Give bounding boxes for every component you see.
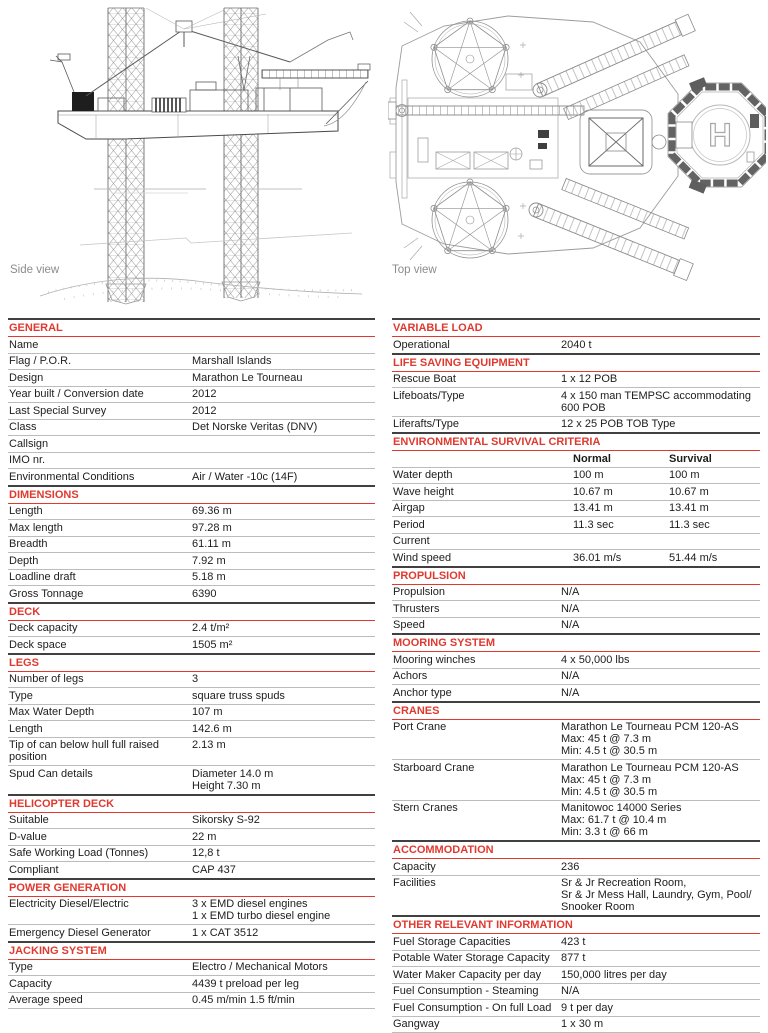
- spec-row: [8, 436, 375, 453]
- spec-row: [8, 337, 375, 354]
- row-value: Sikorsky S-92: [192, 814, 375, 826]
- lattice-leg-left: [108, 8, 144, 302]
- row-label: Wind speed: [393, 552, 573, 564]
- row-label: Thrusters: [393, 603, 561, 615]
- section-header: LIFE SAVING EQUIPMENT: [392, 353, 760, 372]
- row-value: 142.6 m: [192, 723, 375, 735]
- spec-row: [392, 801, 760, 841]
- row-label: Type: [9, 961, 192, 973]
- row-label: Speed: [393, 619, 561, 631]
- row-label: Facilities: [393, 877, 561, 913]
- spec-row: [392, 501, 760, 518]
- row-value: square truss spuds: [192, 690, 375, 702]
- row-value: 2012: [192, 405, 375, 417]
- row-value: 6390: [192, 588, 375, 600]
- spec-row: [392, 618, 760, 634]
- deck-equipment: [50, 54, 322, 112]
- row-label: Capacity: [9, 978, 192, 990]
- spec-row: [8, 537, 375, 554]
- side-view-label: Side view: [10, 264, 59, 276]
- row-label: Environmental Conditions: [9, 471, 192, 483]
- spec-row: [392, 337, 760, 353]
- row-label: Fuel Storage Capacities: [393, 936, 561, 948]
- section-header: POWER GENERATION: [8, 878, 375, 897]
- row-label: Gangway: [393, 1018, 561, 1030]
- spec-row: [8, 570, 375, 587]
- hull-side: [58, 111, 338, 139]
- section-header: JACKING SYSTEM: [8, 941, 375, 960]
- row-value: N/A: [561, 687, 760, 699]
- row-value: 13.41 m: [669, 502, 765, 514]
- row-value: Manitowoc 14000 Series Max: 61.7 t @ 10.4 m Min: 3.3 t @ 66 m: [561, 802, 760, 838]
- row-value: 10.67 m: [573, 486, 669, 498]
- row-label: Electricity Diesel/Electric: [9, 898, 192, 922]
- seabed: [40, 278, 362, 299]
- spec-row: [8, 520, 375, 537]
- spec-row: [392, 601, 760, 618]
- spec-row: [392, 468, 760, 485]
- spec-row: [8, 469, 375, 485]
- row-value: 3 x EMD diesel engines 1 x EMD turbo diesel engine: [192, 898, 375, 922]
- spec-row: [392, 760, 760, 801]
- spec-row: [8, 705, 375, 722]
- row-label: Wave height: [393, 486, 573, 498]
- row-value: 4439 t preload per leg: [192, 978, 375, 990]
- side-view-drawing: [28, 2, 373, 310]
- spec-row: [392, 669, 760, 686]
- row-label: Capacity: [393, 861, 561, 873]
- spec-row: [392, 388, 760, 417]
- section-header: ACCOMMODATION: [392, 840, 760, 859]
- row-value: [192, 454, 375, 466]
- row-value: Electro / Mechanical Motors: [192, 961, 375, 973]
- row-value: 2012: [192, 388, 375, 400]
- row-value: 1 x CAT 3512: [192, 927, 375, 939]
- row-label: Compliant: [9, 864, 192, 876]
- spec-row: [8, 976, 375, 993]
- spec-row: [8, 553, 375, 570]
- row-label: Max length: [9, 522, 192, 534]
- row-label: [393, 453, 573, 465]
- row-label: Flag / P.O.R.: [9, 355, 192, 367]
- row-label: Length: [9, 723, 192, 735]
- row-value: N/A: [561, 619, 760, 631]
- spec-row: [8, 766, 375, 794]
- row-value: 97.28 m: [192, 522, 375, 534]
- spec-row: [392, 417, 760, 433]
- row-label: Water Maker Capacity per day: [393, 969, 561, 981]
- row-label: Fuel Consumption - On full Load: [393, 1002, 561, 1014]
- row-value: 1 x 12 POB: [561, 373, 760, 385]
- top-view-drawing: [388, 2, 766, 302]
- row-value: 12 x 25 POB TOB Type: [561, 418, 760, 430]
- section-header: LEGS: [8, 653, 375, 672]
- row-label: Propulsion: [393, 586, 561, 598]
- spec-row: [8, 672, 375, 689]
- row-value: 2.13 m: [192, 739, 375, 763]
- section-header: PROPULSION: [392, 566, 760, 585]
- spec-row: [8, 586, 375, 602]
- row-value: 2.4 t/m²: [192, 622, 375, 634]
- spec-table-left: [8, 318, 375, 1009]
- row-value: 12,8 t: [192, 847, 375, 859]
- row-value: [669, 535, 765, 547]
- row-label: Name: [9, 339, 192, 351]
- row-value: 10.67 m: [669, 486, 765, 498]
- spec-row: [392, 967, 760, 984]
- row-label: Deck capacity: [9, 622, 192, 634]
- row-label: Year built / Conversion date: [9, 388, 192, 400]
- row-label: Airgap: [393, 502, 573, 514]
- row-value: Marshall Islands: [192, 355, 375, 367]
- row-label: Emergency Diesel Generator: [9, 927, 192, 939]
- spec-row: [392, 934, 760, 951]
- row-label: Callsign: [9, 438, 192, 450]
- spec-row: [392, 876, 760, 916]
- section-header: OTHER RELEVANT INFORMATION: [392, 915, 760, 934]
- row-value: Sr & Jr Recreation Room, Sr & Jr Mess Hall, Laundry, Gym, Pool/ Snooker Room: [561, 877, 760, 913]
- row-value: 69.36 m: [192, 505, 375, 517]
- row-label: Depth: [9, 555, 192, 567]
- spec-row: [392, 585, 760, 602]
- row-value: 51.44 m/s: [669, 552, 765, 564]
- row-value: 100 m: [573, 469, 669, 481]
- spec-table-right: [392, 318, 760, 1033]
- spec-row: [8, 420, 375, 437]
- row-label: Last Special Survey: [9, 405, 192, 417]
- row-label: Max Water Depth: [9, 706, 192, 718]
- row-value: N/A: [561, 603, 760, 615]
- spec-row: [8, 925, 375, 941]
- spec-row: [392, 372, 760, 389]
- row-value: 11.3 sec: [573, 519, 669, 531]
- spec-row: [392, 550, 760, 566]
- row-value: N/A: [561, 670, 760, 682]
- row-value: [573, 535, 669, 547]
- row-label: Potable Water Storage Capacity: [393, 952, 561, 964]
- row-label: Rescue Boat: [393, 373, 561, 385]
- row-label: Number of legs: [9, 673, 192, 685]
- row-value: 107 m: [192, 706, 375, 718]
- row-label: Loadline draft: [9, 571, 192, 583]
- spec-row: [392, 984, 760, 1001]
- row-label: Deck space: [9, 639, 192, 651]
- spec-row: [8, 387, 375, 404]
- row-label: Mooring winches: [393, 654, 561, 666]
- spec-row: [8, 453, 375, 470]
- section-header: GENERAL: [8, 318, 375, 337]
- spec-row: [392, 720, 760, 761]
- row-value: 4 x 150 man TEMPSC accommodating 600 POB: [561, 390, 760, 414]
- spec-row: [8, 721, 375, 738]
- row-label: Anchor type: [393, 687, 561, 699]
- row-label: Gross Tonnage: [9, 588, 192, 600]
- row-label: Current: [393, 535, 573, 547]
- spec-row: [8, 960, 375, 977]
- row-value: 1505 m²: [192, 639, 375, 651]
- spec-row: [392, 859, 760, 876]
- row-value: 11.3 sec: [669, 519, 765, 531]
- row-value: 1 x 30 m: [561, 1018, 760, 1030]
- spec-row: [8, 688, 375, 705]
- row-value: Det Norske Veritas (DNV): [192, 421, 375, 433]
- section-header: VARIABLE LOAD: [392, 318, 760, 337]
- row-label: Port Crane: [393, 721, 561, 757]
- spec-row: [392, 1000, 760, 1017]
- row-value: Normal: [573, 453, 669, 465]
- row-value: 150,000 litres per day: [561, 969, 760, 981]
- row-value: 877 t: [561, 952, 760, 964]
- row-value: [192, 339, 375, 351]
- row-value: Marathon Le Tourneau PCM 120-AS Max: 45 t @ 7.3 m Min: 4.5 t @ 30.5 m: [561, 762, 760, 798]
- row-value: 36.01 m/s: [573, 552, 669, 564]
- section-header: DECK: [8, 602, 375, 621]
- spec-row: [8, 621, 375, 638]
- row-label: IMO nr.: [9, 454, 192, 466]
- row-label: Length: [9, 505, 192, 517]
- row-label: Type: [9, 690, 192, 702]
- row-value: N/A: [561, 985, 760, 997]
- row-value: 13.41 m: [573, 502, 669, 514]
- row-value: 0.45 m/min 1.5 ft/min: [192, 994, 375, 1006]
- row-value: N/A: [561, 586, 760, 598]
- top-view-label: Top view: [392, 264, 437, 276]
- row-value: Survival: [669, 453, 765, 465]
- row-label: Average speed: [9, 994, 192, 1006]
- spec-row: [8, 370, 375, 387]
- row-value: 236: [561, 861, 760, 873]
- section-header: DIMENSIONS: [8, 485, 375, 504]
- row-value: 4 x 50,000 lbs: [561, 654, 760, 666]
- row-label: Suitable: [9, 814, 192, 826]
- row-label: Stern Cranes: [393, 802, 561, 838]
- row-label: Period: [393, 519, 573, 531]
- spec-row: [8, 813, 375, 830]
- row-value: 7.92 m: [192, 555, 375, 567]
- helideck-h-marking: H: [708, 117, 731, 153]
- row-label: Lifeboats/Type: [393, 390, 561, 414]
- spec-row: [392, 951, 760, 968]
- row-label: Breadth: [9, 538, 192, 550]
- section-header: CRANES: [392, 701, 760, 720]
- row-label: Safe Working Load (Tonnes): [9, 847, 192, 859]
- spec-row: [392, 451, 760, 468]
- row-label: Fuel Consumption - Steaming: [393, 985, 561, 997]
- spec-row: [392, 685, 760, 701]
- section-header: MOORING SYSTEM: [392, 633, 760, 652]
- spec-row: [392, 517, 760, 534]
- spec-row: [8, 897, 375, 926]
- row-value: CAP 437: [192, 864, 375, 876]
- row-value: 423 t: [561, 936, 760, 948]
- spec-row: [392, 534, 760, 551]
- row-label: Spud Can details: [9, 768, 192, 792]
- section-header: HELICOPTER DECK: [8, 794, 375, 813]
- row-label: Achors: [393, 670, 561, 682]
- spec-row: [8, 846, 375, 863]
- row-label: Tip of can below hull full raised position: [9, 739, 192, 763]
- row-value: 22 m: [192, 831, 375, 843]
- row-value: Diameter 14.0 m Height 7.30 m: [192, 768, 375, 792]
- spec-row: [8, 354, 375, 371]
- row-value: 2040 t: [561, 339, 760, 351]
- row-label: Water depth: [393, 469, 573, 481]
- row-value: Marathon Le Tourneau: [192, 372, 375, 384]
- row-value: [192, 438, 375, 450]
- row-value: 3: [192, 673, 375, 685]
- row-value: 5.18 m: [192, 571, 375, 583]
- spec-row: [8, 829, 375, 846]
- row-value: 61.11 m: [192, 538, 375, 550]
- row-label: Starboard Crane: [393, 762, 561, 798]
- spec-row: [8, 862, 375, 878]
- spec-row: [392, 1017, 760, 1033]
- spec-row: [392, 484, 760, 501]
- row-label: Operational: [393, 339, 561, 351]
- row-value: 100 m: [669, 469, 765, 481]
- row-value: Marathon Le Tourneau PCM 120-AS Max: 45 t @ 7.3 m Min: 4.5 t @ 30.5 m: [561, 721, 760, 757]
- row-label: Design: [9, 372, 192, 384]
- spec-row: [8, 403, 375, 420]
- spec-row: [392, 652, 760, 669]
- row-label: D-value: [9, 831, 192, 843]
- lattice-leg-right: [224, 8, 258, 298]
- row-value: Air / Water -10c (14F): [192, 471, 375, 483]
- spec-row: [8, 738, 375, 767]
- row-label: Class: [9, 421, 192, 433]
- row-label: Liferafts/Type: [393, 418, 561, 430]
- spec-row: [8, 504, 375, 521]
- row-value: 9 t per day: [561, 1002, 760, 1014]
- spec-row: [8, 637, 375, 653]
- section-header: ENVIRONMENTAL SURVIVAL CRITERIA: [392, 432, 760, 451]
